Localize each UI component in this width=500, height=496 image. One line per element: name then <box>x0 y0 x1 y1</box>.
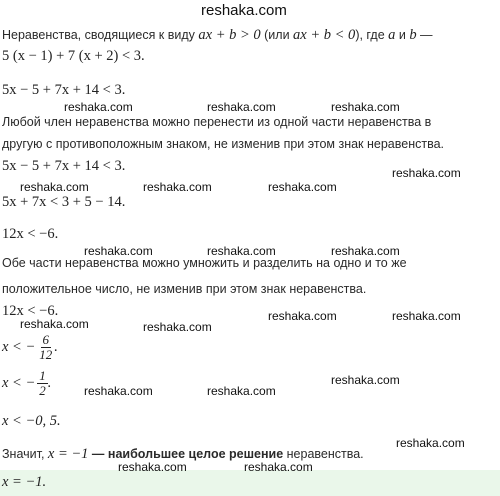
watermark: reshaka.com <box>207 100 276 114</box>
watermark: reshaka.com <box>207 384 276 398</box>
fraction-denominator: 12 <box>39 347 53 362</box>
watermark: reshaka.com <box>84 244 153 258</box>
conclusion-part: неравенства. <box>283 447 364 461</box>
intro-text-part: (или <box>260 28 294 42</box>
watermark: reshaka.com <box>331 373 400 387</box>
rule-1-line-1: Любой член неравенства можно перенести из одной части неравенства в <box>2 115 432 129</box>
watermark: reshaka.com <box>84 384 153 398</box>
inequality-prefix: x < − <box>2 374 36 391</box>
fraction-numerator: 6 <box>42 332 50 347</box>
site-header: reshaka.com <box>201 2 287 19</box>
watermark: reshaka.com <box>331 100 400 114</box>
watermark: reshaka.com <box>20 317 89 331</box>
solution-step-8: x < −0, 5. <box>2 413 61 429</box>
solution-step-4: 12x < −6. <box>2 226 59 242</box>
solution-step-5: 12x < −6. <box>2 303 59 319</box>
solution-step-7 <box>2 369 51 398</box>
conclusion-part: Значит, <box>2 447 48 461</box>
intro-text-part: ), где <box>355 28 389 42</box>
watermark: reshaka.com <box>143 320 212 334</box>
solution-step-2: 5x − 5 + 7x + 14 < 3. <box>2 158 126 174</box>
watermark: reshaka.com <box>331 244 400 258</box>
intro-math: a <box>388 27 396 43</box>
solution-step-3: 5x + 7x < 3 + 5 − 14. <box>2 194 126 210</box>
intro-text-part: и <box>395 28 410 42</box>
intro-math: ax + b > 0 <box>198 27 261 43</box>
intro-text-part: — <box>416 28 433 42</box>
watermark: reshaka.com <box>20 180 89 194</box>
inequality-prefix: x < − <box>2 338 36 355</box>
watermark: reshaka.com <box>396 436 465 450</box>
rule-2-line-1: Обе части неравенства можно умножить и разделить на одно и то же <box>2 256 407 270</box>
conclusion-dash: — <box>88 447 108 461</box>
fraction <box>37 333 54 362</box>
rule-1-line-2: другую с противоположным знаком, не изменив при этом знак неравенства. <box>2 137 444 151</box>
inequality-suffix: . <box>47 374 52 391</box>
watermark: reshaka.com <box>118 460 187 474</box>
intro-text-part: Неравенства, сводящиеся к виду <box>2 28 199 42</box>
watermark: reshaka.com <box>268 309 337 323</box>
watermark: reshaka.com <box>392 166 461 180</box>
intro-math: b <box>409 27 417 43</box>
watermark: reshaka.com <box>392 309 461 323</box>
fraction-numerator: 1 <box>39 368 46 383</box>
final-answer: x = −1. <box>2 474 47 490</box>
watermark: reshaka.com <box>64 100 133 114</box>
problem-statement: 5 (x − 1) + 7 (x + 2) < 3. <box>2 48 145 64</box>
watermark: reshaka.com <box>244 460 313 474</box>
solution-step-6 <box>2 333 58 362</box>
intro-math: ax + b < 0 <box>293 27 356 43</box>
conclusion-emphasis: наибольшее целое решение <box>107 447 284 461</box>
watermark: reshaka.com <box>207 244 276 258</box>
inequality-suffix: . <box>54 338 58 355</box>
conclusion-math: x = −1 <box>47 446 89 462</box>
watermark: reshaka.com <box>143 180 212 194</box>
rule-2-line-2: положительное число, не изменив при этом знак неравенства. <box>2 282 367 296</box>
fraction <box>37 369 48 398</box>
fraction-denominator: 2 <box>39 383 46 398</box>
intro-text <box>2 28 433 43</box>
watermark: reshaka.com <box>268 180 337 194</box>
solution-step-1: 5x − 5 + 7x + 14 < 3. <box>2 82 126 98</box>
